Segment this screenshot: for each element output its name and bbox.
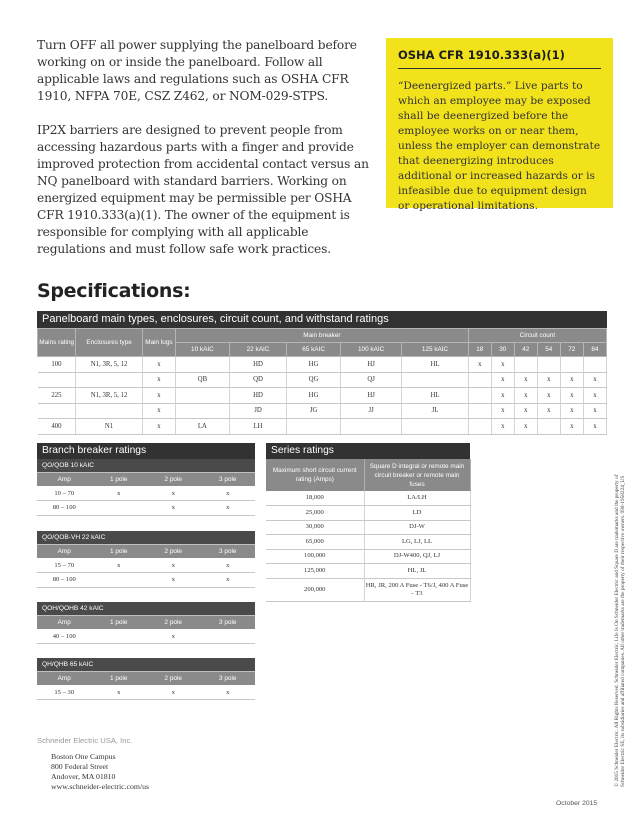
table-cell: JL [402,403,468,419]
table-cell: 100,000 [266,549,364,564]
table-cell [402,372,468,388]
osha-title: OSHA CFR 1910.333(a)(1) [398,48,601,69]
company-address [51,752,149,792]
table-cell [76,372,142,388]
table-cell [92,501,147,516]
header-2-pole: 2 pole [146,473,201,486]
table-cell: x [146,685,201,700]
branch-table [37,616,255,644]
table-cell: 10 – 70 [37,486,92,501]
table-cell: QB [176,372,230,388]
table-cell: x [201,486,256,501]
table-cell: x [560,372,583,388]
table-cell: x [537,388,560,404]
series-ratings-table [266,459,471,602]
table-cell [340,419,401,435]
table-cell: 400 [38,419,76,435]
header-breaker-col: 10 kAIC [176,343,230,357]
table-cell: 15 – 70 [37,558,92,573]
table-cell: x [583,419,606,435]
branch-table-qo [37,459,255,516]
table-cell: x [514,388,537,404]
series-ratings-table-block [266,459,470,602]
table-cell: x [514,372,537,388]
branch-table [37,545,255,588]
table-cell: 80 – 100 [37,501,92,516]
table-cell: 125,000 [266,564,364,579]
table-cell: x [201,501,256,516]
table-cell: LG, LJ, LL [364,535,470,550]
header-3-pole: 3 pole [201,672,256,685]
table-row [266,520,470,535]
table-cell: x [491,388,514,404]
header-1-pole: 1 pole [92,545,147,558]
branch-table-title: QO/QOB-VH 22 kAIC [37,531,255,545]
table-cell: x [583,372,606,388]
table-cell: x [491,372,514,388]
table-cell: x [560,419,583,435]
table-cell [176,403,230,419]
table-cell: QG [287,372,341,388]
header-mains-rating: Mains rating [38,329,76,357]
table-row [38,419,607,435]
table-cell: x [146,558,201,573]
header-2-pole: 2 pole [146,545,201,558]
header-1-pole: 1 pole [92,616,147,629]
table-cell: HL, JL [364,564,470,579]
table-cell [537,357,560,373]
branch-table [37,473,255,516]
table-cell: x [583,388,606,404]
table-row [37,685,255,700]
intro-paragraph-2: IP2X barriers are designed to prevent people from accessing hazardous parts with a finger and provide improved protection from accidental contact versus an NQ panelboard with standard barriers. Working on energized equipment may be permissible per OSHA CFR 1910.333(a)(1). The owner of the equipment is responsible for complying with all applicable regulations and must follow safe work practices. [37,123,369,256]
table-row [266,506,470,521]
copyright-vertical-line-1: © 2015 Schneider Electric. All Rights Reserved. Schneider Electric, Life Is On Schneider Electric and Square D are trademarks and the property of [614,474,620,787]
branch-table-title: QH/QHB 65 kAIC [37,658,255,672]
header-max-short-circuit: Maximum short circuit current rating (Amps) [266,459,364,491]
table-row [37,486,255,501]
table-cell: x [146,486,201,501]
table-cell: x [92,685,147,700]
table-cell: HJ [340,357,401,373]
main-types-table [37,328,607,435]
osha-callout-box [386,38,613,212]
branch-table-title: QOH/QOHB 42 kAIC [37,602,255,616]
table-cell: HL [402,357,468,373]
header-breaker-col: 100 kAIC [340,343,401,357]
table-cell: LA/LH [364,491,470,506]
header-main-breaker: Main breaker [176,329,469,343]
header-amp: Amp [37,473,92,486]
table-cell: x [491,357,514,373]
table-row [38,388,607,404]
table-row [266,578,470,601]
table-cell [76,403,142,419]
header-1-pole: 1 pole [92,672,147,685]
table-cell: 225 [38,388,76,404]
table-cell [468,372,491,388]
branch-table-qovh [37,531,255,588]
header-amp: Amp [37,672,92,685]
table-cell: x [468,357,491,373]
address-line: Andover, MA 01810 [51,772,116,781]
table-cell: 30,000 [266,520,364,535]
table-cell: 80 – 100 [37,573,92,588]
table-row [37,629,255,644]
header-amp: Amp [37,616,92,629]
table-cell: x [142,403,175,419]
header-circuit-col: 18 [468,343,491,357]
branch-table-qh [37,658,255,700]
header-circuit-count: Circuit count [468,329,606,343]
table-row [266,549,470,564]
table-cell: x [583,403,606,419]
main-table-caption: Panelboard main types, enclosures, circuit count, and withstand ratings [37,311,607,328]
table-cell: HJ [340,388,401,404]
header-2-pole: 2 pole [146,672,201,685]
table-cell: x [201,573,256,588]
header-amp: Amp [37,545,92,558]
header-3-pole: 3 pole [201,473,256,486]
branch-table [37,672,255,700]
table-cell: 25,000 [266,506,364,521]
copyright-vertical-line-2: Schneider Electric SE, its subsidiaries and affiliated companies. All other trademarks are the property of their respective owners. 998-1958224_US [620,475,626,787]
header-3-pole: 3 pole [201,616,256,629]
table-cell: JG [287,403,341,419]
address-line: Boston One Campus [51,752,116,761]
series-ratings-title: Series ratings [266,443,470,459]
table-cell: x [514,419,537,435]
header-3-pole: 3 pole [201,545,256,558]
header-circuit-col: 42 [514,343,537,357]
header-2-pole: 2 pole [146,616,201,629]
company-name: Schneider Electric USA, Inc. [37,736,133,745]
table-cell: x [92,486,147,501]
table-cell: LD [364,506,470,521]
table-row [37,558,255,573]
table-cell: 40 – 100 [37,629,92,644]
intro-paragraph-1: Turn OFF all power supplying the panelboard before working on or inside the panelboard. Follow all applicable laws and regulations such as OSHA CFR 1910, NFPA 70E, CSZ Z462, or NOM-029-STPS. [37,38,357,103]
table-row [266,535,470,550]
table-cell: HD [229,388,287,404]
address-line: 800 Federal Street [51,762,109,771]
table-cell [468,388,491,404]
table-cell: HD [229,357,287,373]
table-cell: x [537,372,560,388]
table-cell [176,357,230,373]
table-row [38,357,607,373]
table-cell: HG [287,357,341,373]
table-cell: x [92,558,147,573]
table-cell: x [146,629,201,644]
table-cell: 18,000 [266,491,364,506]
table-cell: N1 [76,419,142,435]
table-cell: LA [176,419,230,435]
table-cell: QJ [340,372,401,388]
table-cell: x [537,403,560,419]
table-cell [287,419,341,435]
header-circuit-col: 54 [537,343,560,357]
table-cell: x [142,372,175,388]
header-circuit-col: 84 [583,343,606,357]
specifications-heading: Specifications: [37,280,191,302]
table-cell: x [142,388,175,404]
table-cell [201,629,256,644]
table-cell [38,372,76,388]
table-cell: N1, 3R, 5, 12 [76,388,142,404]
table-row [266,564,470,579]
table-cell: N1, 3R, 5, 12 [76,357,142,373]
table-cell: x [142,357,175,373]
table-cell: HR, JR, 200 A Fuse - T6/J, 400 A Fuse - T3 [364,578,470,601]
header-1-pole: 1 pole [92,473,147,486]
table-cell: x [201,558,256,573]
branch-table-title: QO/QOB 10 kAIC [37,459,255,473]
branch-table-qoh [37,602,255,644]
publication-date: October 2015 [556,800,598,807]
header-breaker-col: 65 kAIC [287,343,341,357]
table-cell: x [514,403,537,419]
table-row [37,501,255,516]
header-breaker-col: 22 kAIC [229,343,287,357]
main-types-table-block [37,311,607,435]
table-cell: x [560,388,583,404]
intro-text [37,37,375,275]
table-cell: 15 – 30 [37,685,92,700]
table-cell: 200,000 [266,578,364,601]
table-cell: HG [287,388,341,404]
table-cell [537,419,560,435]
table-cell: x [491,403,514,419]
table-cell: 65,000 [266,535,364,550]
table-cell: LH [229,419,287,435]
table-row [38,372,607,388]
table-row [38,403,607,419]
table-cell [38,403,76,419]
table-cell [560,357,583,373]
table-cell: JJ [340,403,401,419]
table-cell: x [146,573,201,588]
table-cell: x [142,419,175,435]
header-breaker-col: 125 kAIC [402,343,468,357]
header-square-d-main: Square D integral or remote main circuit breaker or remote main fuses [364,459,470,491]
header-main-lugs: Main lugs [142,329,175,357]
table-cell [402,419,468,435]
table-cell [92,629,147,644]
header-circuit-col: 30 [491,343,514,357]
table-cell: DJ-W400, QJ, LJ [364,549,470,564]
header-circuit-col: 72 [560,343,583,357]
table-cell [176,388,230,404]
table-row [266,491,470,506]
table-cell: x [560,403,583,419]
osha-quote: “Deenergized parts.” Live parts to which an employee may be exposed shall be deenergized before the employee works on or near them, unless the employer can demonstrate that deenergizing introduces additional or increased hazards or is infeasible due to equipment design or operational limitations. [398,80,601,212]
table-cell [583,357,606,373]
header-enclosures-type: Enclosures type [76,329,142,357]
table-cell: x [201,685,256,700]
table-cell: 100 [38,357,76,373]
table-cell [514,357,537,373]
table-cell: DJ-W [364,520,470,535]
table-cell [92,573,147,588]
table-cell: JD [229,403,287,419]
table-cell: QD [229,372,287,388]
table-cell [468,403,491,419]
table-cell: x [146,501,201,516]
table-row [37,573,255,588]
website-link[interactable]: www.schneider-electric.com/us [51,782,150,791]
table-cell [468,419,491,435]
branch-breaker-title: Branch breaker ratings [37,443,255,459]
table-cell: HL [402,388,468,404]
table-cell: x [491,419,514,435]
